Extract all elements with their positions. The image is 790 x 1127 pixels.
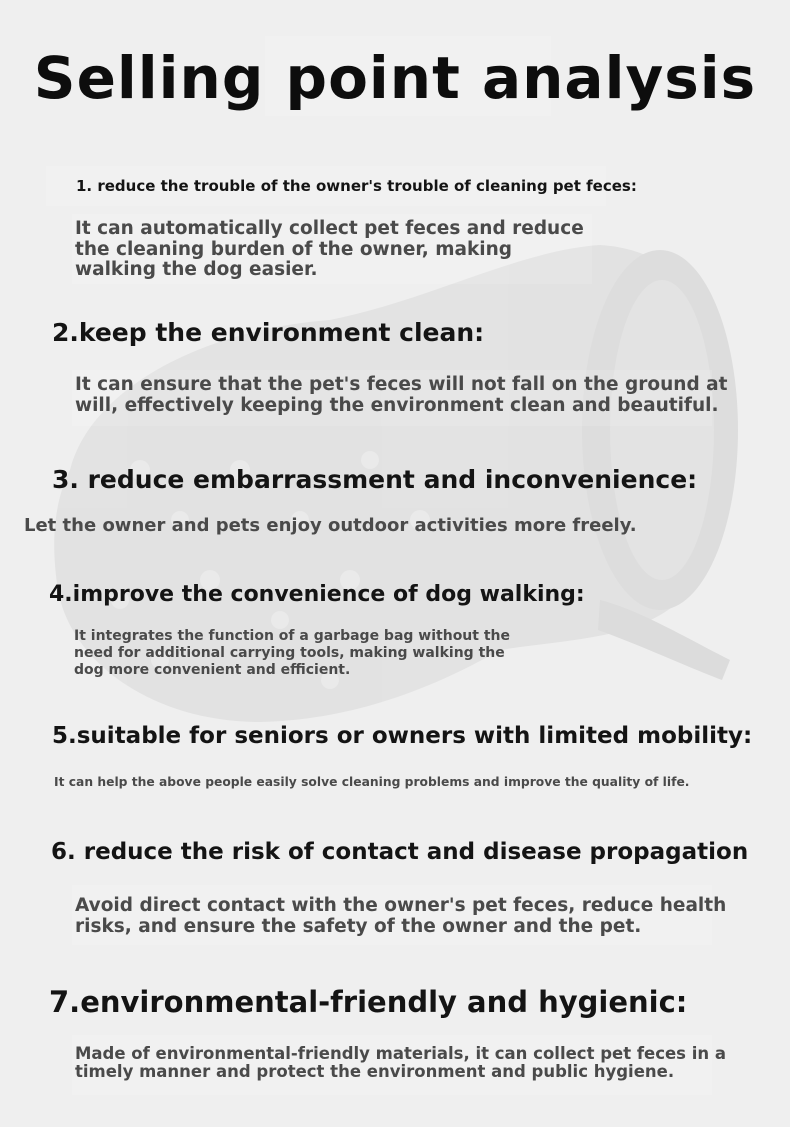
point-3-body: Let the owner and pets enjoy outdoor activities more freely. [24,515,637,536]
point-2-body: It can ensure that the pet's feces will not fall on the ground at will, effectively keeping the environment clean and beautiful. [75,374,728,416]
point-1-body: It can automatically collect pet feces and reduce the cleaning burden of the owner, making walking the dog easier. [75,218,584,281]
point-7-heading: 7.environmental-friendly and hygienic: [49,985,688,1019]
point-5-body: It can help the above people easily solve cleaning problems and improve the quality of life. [54,775,690,789]
point-6-body: Avoid direct contact with the owner's pet feces, reduce health risks, and ensure the safety of the owner and the pet. [75,895,727,937]
point-4-body: It integrates the function of a garbage bag without the need for additional carrying tools, making walking the dog more convenient and efficient. [74,628,510,678]
page-title: Selling point analysis [33,44,757,112]
point-4-heading: 4.improve the convenience of dog walking: [49,582,585,607]
point-1-heading: 1. reduce the trouble of the owner's trouble of cleaning pet feces: [76,177,637,195]
point-5-heading: 5.suitable for seniors or owners with limited mobility: [52,723,753,749]
point-7-body: Made of environmental-friendly materials, it can collect pet feces in a timely manner and protect the environment and public hygiene. [75,1044,727,1082]
point-6-heading: 6. reduce the risk of contact and disease propagation [51,839,749,865]
point-3-heading: 3. reduce embarrassment and inconvenience: [52,465,698,494]
point-2-heading: 2.keep the environment clean: [52,318,485,347]
